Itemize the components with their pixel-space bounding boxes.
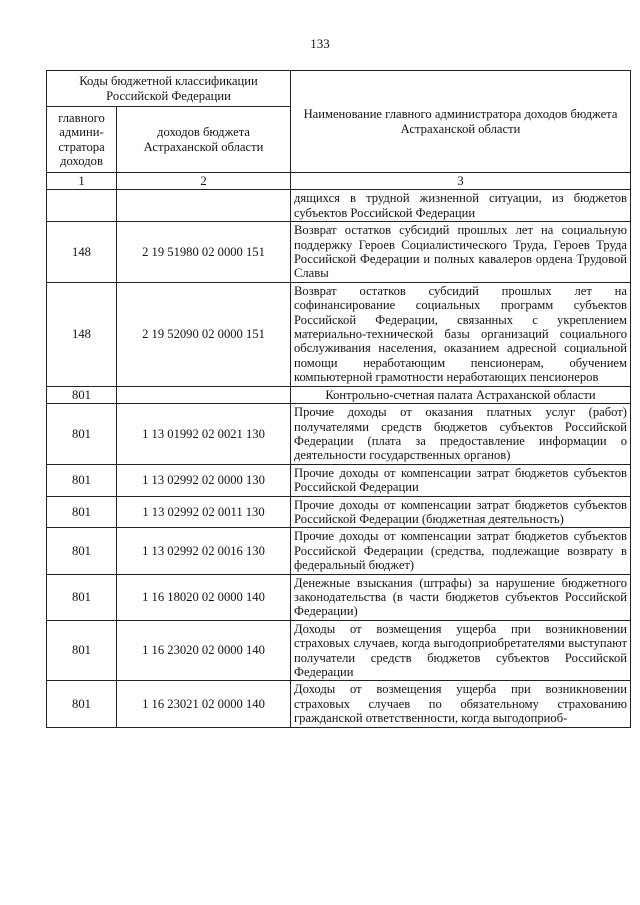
income-name-cell: дящихся в трудной жизненной ситуации, из бюджетов субъектов Российской Федерации [291,190,631,222]
income-code-cell: 1 13 01992 02 0021 130 [117,404,291,465]
income-code-cell [117,190,291,222]
table-row [47,404,631,465]
income-name-cell: Денежные взыскания (штрафы) за нарушение бюджетного законодательства (в части бюджетов субъектов Российской Федерации) [291,574,631,620]
income-code-cell: 1 16 23020 02 0000 140 [117,620,291,681]
table-row [47,386,631,403]
header-col3-title: Наименование главного администратора доходов бюджета Астраханской области [291,71,631,173]
admin-code-cell: 148 [47,282,117,386]
income-code-cell: 2 19 51980 02 0000 151 [117,222,291,283]
income-code-cell: 2 19 52090 02 0000 151 [117,282,291,386]
header-col1-title: главного админи-стратора доходов [47,107,117,173]
admin-code-cell: 148 [47,222,117,283]
col-number-1: 1 [47,173,117,190]
header-group-title: Коды бюджетной классификации Российской Федерации [47,71,291,107]
table-row [47,222,631,283]
admin-code-cell: 801 [47,681,117,727]
table-row [47,620,631,681]
income-name-cell: Прочие доходы от компенсации затрат бюджетов субъектов Российской Федерации (бюджетная деятельность) [291,496,631,528]
admin-code-cell: 801 [47,496,117,528]
admin-code-cell: 801 [47,528,117,574]
income-name-cell: Прочие доходы от компенсации затрат бюджетов субъектов Российской Федерации (средства, подлежащие возврату в федеральный бюджет) [291,528,631,574]
col-number-3: 3 [291,173,631,190]
income-name-cell: Контрольно-счетная палата Астраханской области [291,386,631,403]
admin-code-cell: 801 [47,404,117,465]
table-body [47,190,631,727]
admin-code-cell: 801 [47,620,117,681]
income-name-cell: Доходы от возмещения ущерба при возникновении страховых случаев по обязательному страхованию гражданской ответственности, когда выгодоприоб- [291,681,631,727]
table-row [47,681,631,727]
admin-code-cell: 801 [47,386,117,403]
income-code-cell: 1 16 18020 02 0000 140 [117,574,291,620]
table-row [47,190,631,222]
budget-codes-table [46,70,631,728]
page-number: 133 [310,36,330,51]
table-row [47,528,631,574]
admin-code-cell: 801 [47,464,117,496]
admin-code-cell [47,190,117,222]
income-name-cell: Доходы от возмещения ущерба при возникновении страховых случаев, когда выгодоприобретателями выступают получатели средств бюджетов субъектов Российской Федерации [291,620,631,681]
income-code-cell: 1 16 23021 02 0000 140 [117,681,291,727]
income-name-cell: Возврат остатков субсидий прошлых лет на софинансирование социальных программ субъектов Российской Федерации, связанных с укреплением материально-технической базы организаций социального обслуживания населения, оказанием адресной социальной помощи неработающим пенсионерам, обучением компьютерной грамотности неработающих пенсионеров [291,282,631,386]
income-name-cell: Прочие доходы от оказания платных услуг (работ) получателями средств бюджетов субъектов Российской Федерации (плата за предоставление информации о деятельности государственных органов) [291,404,631,465]
table-row [47,464,631,496]
income-code-cell: 1 13 02992 02 0000 130 [117,464,291,496]
income-code-cell [117,386,291,403]
col-number-2: 2 [117,173,291,190]
table-row [47,282,631,386]
table-row [47,496,631,528]
table-row [47,574,631,620]
header-col2-title: доходов бюджета Астраханской области [117,107,291,173]
income-code-cell: 1 13 02992 02 0016 130 [117,528,291,574]
table-header [47,71,631,190]
income-name-cell: Прочие доходы от компенсации затрат бюджетов субъектов Российской Федерации [291,464,631,496]
income-code-cell: 1 13 02992 02 0011 130 [117,496,291,528]
admin-code-cell: 801 [47,574,117,620]
income-name-cell: Возврат остатков субсидий прошлых лет на социальную поддержку Героев Социалистического Труда, Героев Труда Российской Федерации и полных кавалеров ордена Трудовой Славы [291,222,631,283]
